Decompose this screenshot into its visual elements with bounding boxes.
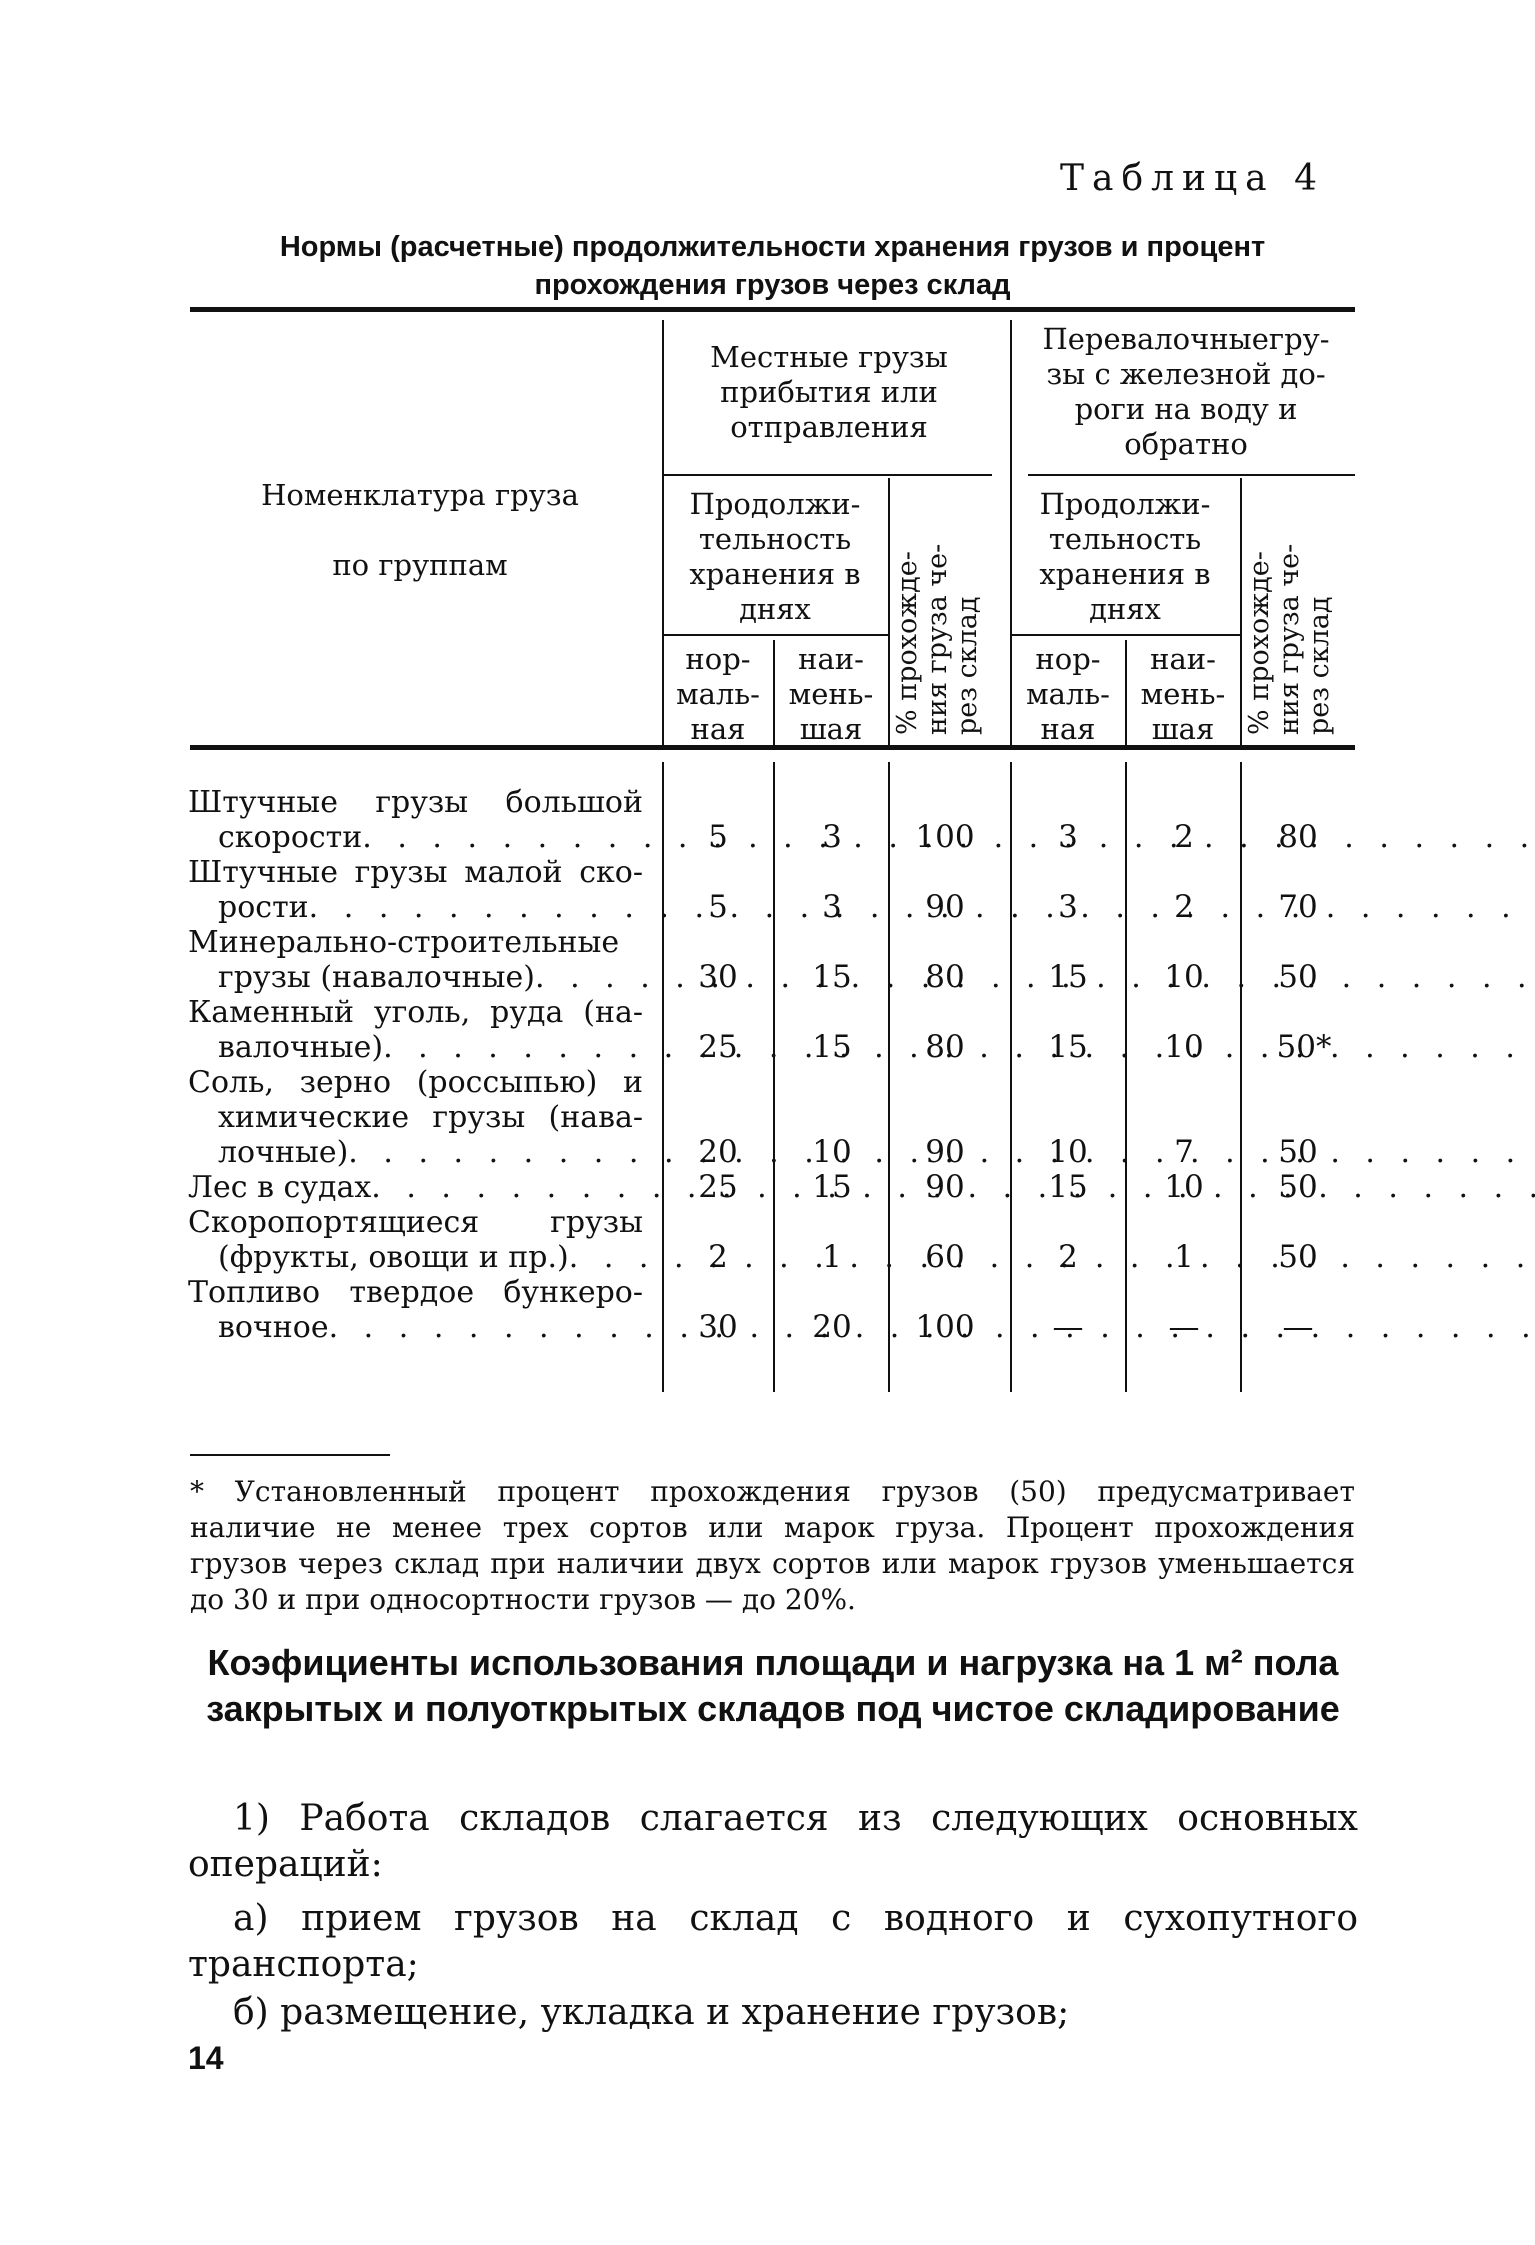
table-cell: 30 — [698, 959, 738, 995]
table-title: Нормы (расчетные) продолжительности хранения грузов и процент прохождения грузов через склад — [279, 231, 1266, 301]
table-cell: 2 — [1174, 889, 1194, 925]
table-cell: 30 — [698, 1309, 738, 1345]
table-cell: 10 — [1048, 1134, 1088, 1170]
header-percent-trans: % прохожде- ния груза че- рез склад — [1244, 543, 1335, 735]
table-cell: 2 — [1174, 819, 1194, 855]
body-col-line-5 — [1125, 762, 1127, 1392]
footnote: * Установленный процент прохождения грузов (50) предусматривает наличие не менее трех сортов или марок груза. Процент прохождения грузов через склад при наличии двух сортов или марок грузов уменьшается до 30 и при односортности грузов — до 20%. — [190, 1475, 1355, 1616]
table-cell: 50 — [1278, 1169, 1318, 1205]
body-col-line-1 — [662, 762, 664, 1392]
paragraph-3: б) размещение, укладка и хранение грузов; — [233, 1992, 1070, 2033]
table-cell: 3 — [822, 889, 842, 925]
table-cell: 90 — [925, 1169, 965, 1205]
table-cell: 1 — [1174, 1239, 1194, 1275]
table-cell: 15 — [1048, 1169, 1088, 1205]
table-cell: 2 — [708, 1239, 728, 1275]
table-cell: — — [1168, 1309, 1200, 1345]
table-cell: 50* — [1276, 1029, 1332, 1065]
duration-rule-local — [662, 634, 888, 636]
table-cell: 15 — [1048, 959, 1088, 995]
duration-rule-trans — [1010, 634, 1240, 636]
table-cell: 90 — [925, 1134, 965, 1170]
table-cell: 2 — [1058, 1239, 1078, 1275]
col-line-5 — [1125, 640, 1127, 745]
header-normal-local: нор- маль- ная — [676, 642, 760, 746]
header-duration-trans: Продолжи- тельность хранения в днях — [1039, 487, 1211, 626]
table-cell: 10 — [1164, 959, 1204, 995]
header-duration-local: Продолжи- тельность хранения в днях — [689, 487, 861, 626]
table-cell: 80 — [925, 1029, 965, 1065]
table-cell: 90 — [925, 889, 965, 925]
table-cell: 15 — [812, 1169, 852, 1205]
table-cell: 50 — [1278, 1134, 1318, 1170]
table-cell: 100 — [915, 1309, 975, 1345]
table-cell: 70 — [1278, 889, 1318, 925]
table-cell: 10 — [812, 1134, 852, 1170]
col-line-3 — [888, 478, 890, 745]
col-line-2 — [773, 640, 775, 745]
table-cell: — — [1052, 1309, 1084, 1345]
table-row-name: Каменный уголь, руда (на- валочные) . . . — [188, 995, 643, 1065]
page-number: 14 — [188, 2040, 224, 2076]
table-cell: 10 — [1164, 1029, 1204, 1065]
header-nomenclature: Номенклатура груза — [261, 478, 579, 512]
table-number: Таблица 4 — [1060, 158, 1325, 199]
table-row-name: Скоропортящиеся грузы (фрукты, овощи и пр.) . . . — [188, 1205, 643, 1275]
footnote-rule — [190, 1454, 390, 1456]
table-cell: 50 — [1278, 1239, 1318, 1275]
paragraph-2: а) прием грузов на склад с водного и сухопутного транспорта; — [188, 1898, 1358, 1985]
table-cell: 15 — [812, 1029, 852, 1065]
group-rule-trans — [1028, 474, 1355, 476]
header-by-groups: по группам — [332, 548, 508, 582]
table-row-name: Минерально-строительные грузы (навалочные) . . . — [188, 925, 643, 995]
table-cell: 20 — [812, 1309, 852, 1345]
table-row-name: Топливо твердое бункеро- вочное . . . — [188, 1275, 643, 1345]
group-rule-local — [662, 474, 992, 476]
header-percent-local: % прохожде- ния груза че- рез склад — [892, 543, 983, 735]
body-col-line-2 — [773, 762, 775, 1392]
table-cell: 20 — [698, 1134, 738, 1170]
paragraph-1: 1) Работа складов слагается из следующих основных операций: — [188, 1798, 1358, 1885]
table-row-name: Штучные грузы малой ско- рости . . . — [188, 855, 643, 925]
header-least-trans: наи- мень- шая — [1140, 642, 1226, 746]
body-col-line-4 — [1010, 762, 1012, 1392]
table-top-rule — [190, 307, 1355, 312]
table-cell: — — [1282, 1309, 1314, 1345]
table-row-name: Штучные грузы большой скорости . . . — [188, 785, 643, 855]
table-cell: 80 — [925, 959, 965, 995]
header-transshipment-group: Перевалочныегру- зы с железной до- роги на воду и обратно — [1042, 322, 1330, 461]
body-col-line-3 — [888, 762, 890, 1392]
table-cell: 15 — [812, 959, 852, 995]
table-row-name: Лес в судах . . . — [188, 1170, 643, 1205]
table-cell: 5 — [708, 819, 728, 855]
table-cell: 80 — [1278, 819, 1318, 855]
table-cell: 15 — [1048, 1029, 1088, 1065]
header-normal-trans: нор- маль- ная — [1026, 642, 1110, 746]
section-heading: Коэфициенты использования площади и нагрузка на 1 м² пола закрытых и полуоткрытых складов под чистое складирование — [206, 1642, 1340, 1729]
table-cell: 25 — [698, 1169, 738, 1205]
body-col-line-6 — [1240, 762, 1242, 1392]
table-cell: 25 — [698, 1029, 738, 1065]
table-row-name: Соль, зерно (россыпью) и химические грузы (нава- лочные) . . . — [188, 1065, 643, 1170]
table-cell: 50 — [1278, 959, 1318, 995]
table-cell: 5 — [708, 889, 728, 925]
table-cell: 3 — [1058, 819, 1078, 855]
table-cell: 1 — [822, 1239, 842, 1275]
table-cell: 7 — [1174, 1134, 1194, 1170]
table-cell: 60 — [925, 1239, 965, 1275]
table-cell: 10 — [1164, 1169, 1204, 1205]
header-local-group: Местные грузы прибытия или отправления — [710, 340, 948, 444]
header-least-local: наи- мень- шая — [788, 642, 874, 746]
table-cell: 3 — [1058, 889, 1078, 925]
col-line-6 — [1240, 478, 1242, 745]
table-cell: 3 — [822, 819, 842, 855]
table-cell: 100 — [915, 819, 975, 855]
